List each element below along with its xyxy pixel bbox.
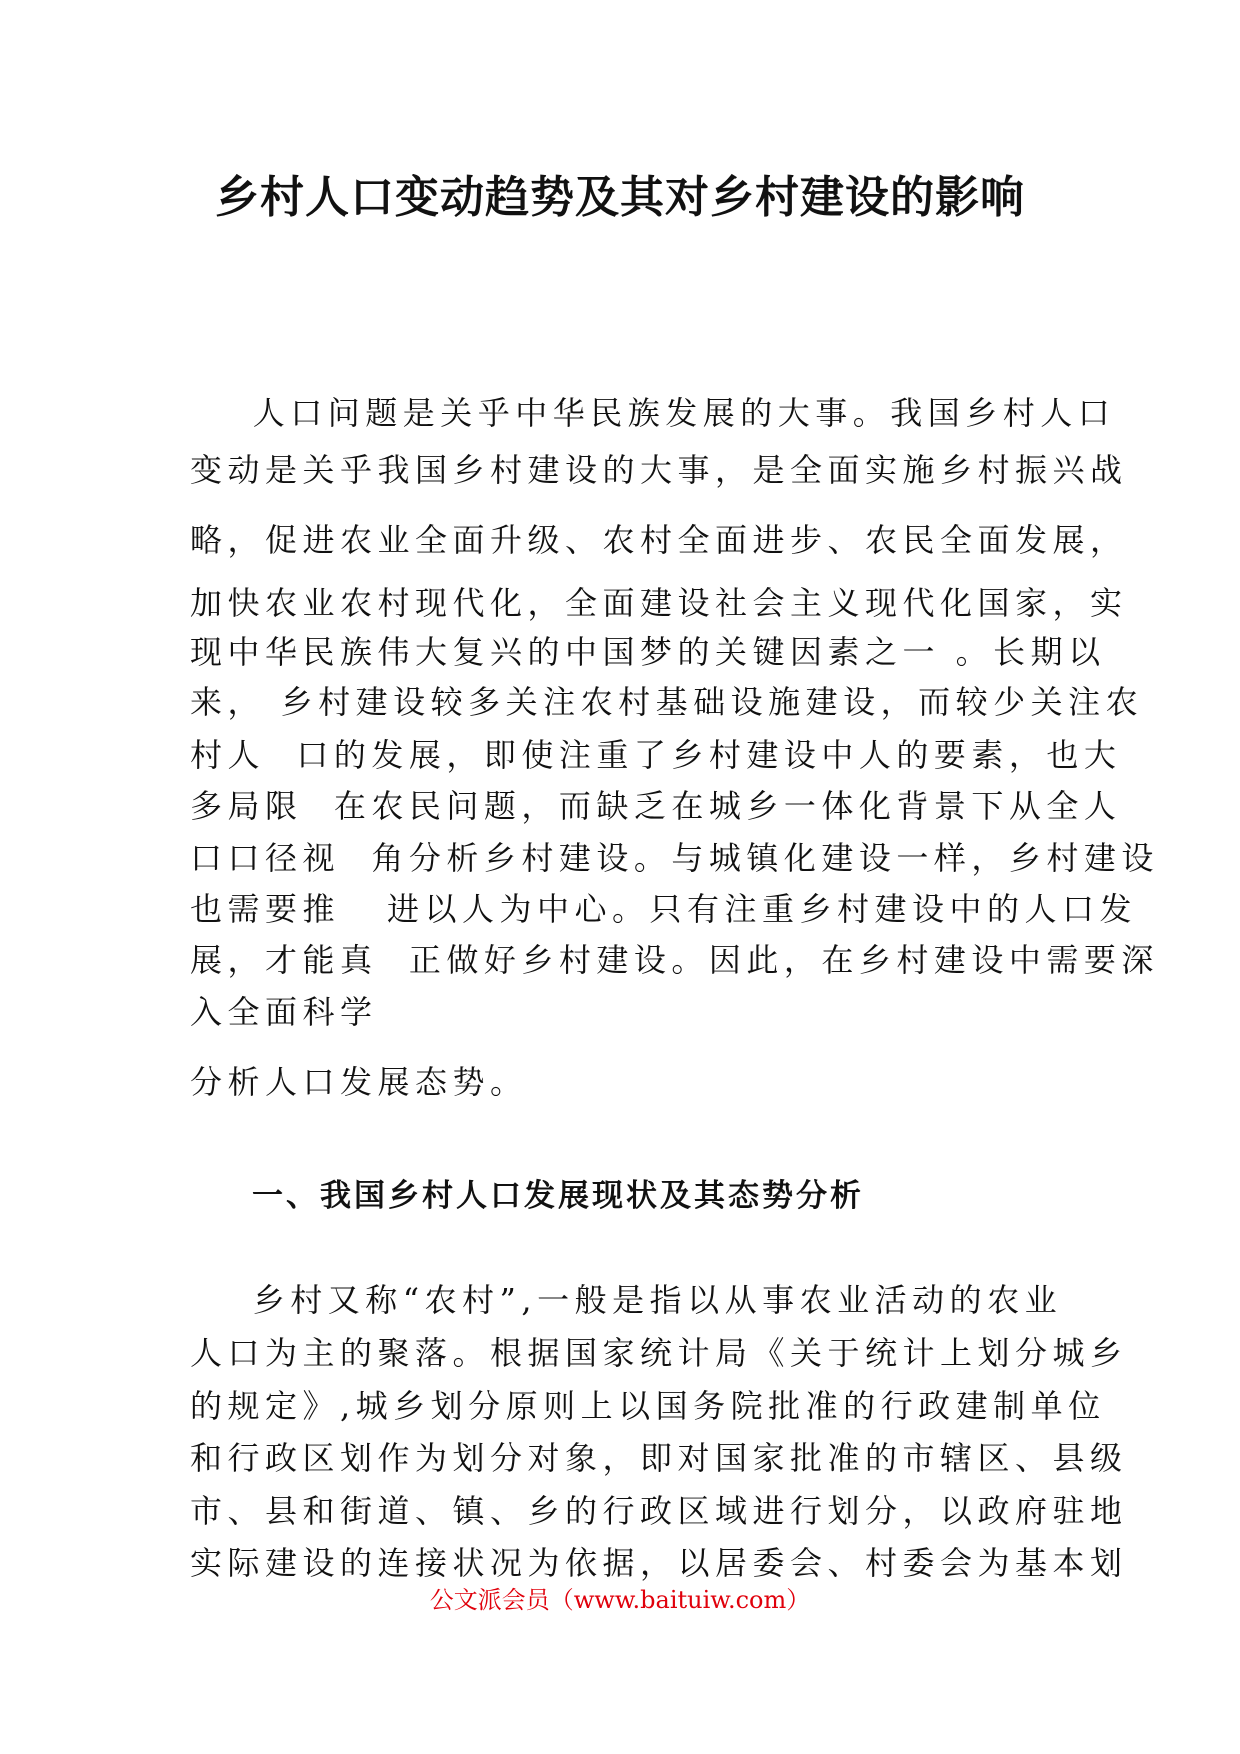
paragraph-line: 口口径视 角分析乡村建设。与城镇化建设一样，乡村建设 bbox=[190, 839, 1159, 877]
paragraph-line: 来， 乡村建设较多关注农村基础设施建设，而较少关注农 bbox=[190, 683, 1144, 721]
paragraph-line: 人口为主的聚落。根据国家统计局《关于统计上划分城乡 bbox=[190, 1334, 1128, 1372]
document-title: 乡村人口变动趋势及其对乡村建设的影响 bbox=[215, 172, 1025, 223]
paragraph-line: 略，促进农业全面升级、农村全面进步、农民全面发展， bbox=[190, 521, 1128, 559]
paragraph-line: 村人 口的发展，即使注重了乡村建设中人的要素，也大 bbox=[190, 736, 1122, 774]
paragraph-line: 分析人口发展态势。 bbox=[190, 1063, 528, 1101]
footer-watermark-link[interactable]: 公文派会员（www.baituiw.com） bbox=[429, 1586, 811, 1614]
section-heading: 一、我国乡村人口发展现状及其态势分析 bbox=[252, 1178, 864, 1214]
paragraph-line: 实际建设的连接状况为依据，以居委会、村委会为基本划 bbox=[190, 1544, 1128, 1582]
paragraph-line: 乡村又称“农村”,一般是指以从事农业活动的农业 bbox=[190, 1281, 1063, 1319]
paragraph-line: 人口问题是关乎中华民族发展的大事。我国乡村人口 bbox=[190, 394, 1116, 432]
paragraph-line: 的规定》,城乡划分原则上以国务院批准的行政建制单位 bbox=[190, 1387, 1106, 1425]
paragraph-line: 加快农业农村现代化，全面建设社会主义现代化国家，实 bbox=[190, 584, 1128, 622]
paragraph-line: 和行政区划作为划分对象，即对国家批准的市辖区、县级 bbox=[190, 1439, 1128, 1477]
paragraph-line: 也需要推 进以人为中心。只有注重乡村建设中的人口发 bbox=[190, 890, 1138, 928]
paragraph-line: 市、县和街道、镇、乡的行政区域进行划分，以政府驻地 bbox=[190, 1492, 1128, 1530]
paragraph-line: 展，才能真 正做好乡村建设。因此，在乡村建设中需要深 bbox=[190, 941, 1159, 979]
paragraph-line: 入全面科学 bbox=[190, 993, 378, 1031]
paragraph-line: 现中华民族伟大复兴的中国梦的关键因素之一 。长期以 bbox=[190, 633, 1106, 671]
paragraph-line: 变动是关乎我国乡村建设的大事，是全面实施乡村振兴战 bbox=[190, 451, 1128, 489]
paragraph-line: 多局限 在农民问题，而缺乏在城乡一体化背景下从全人 bbox=[190, 787, 1122, 825]
